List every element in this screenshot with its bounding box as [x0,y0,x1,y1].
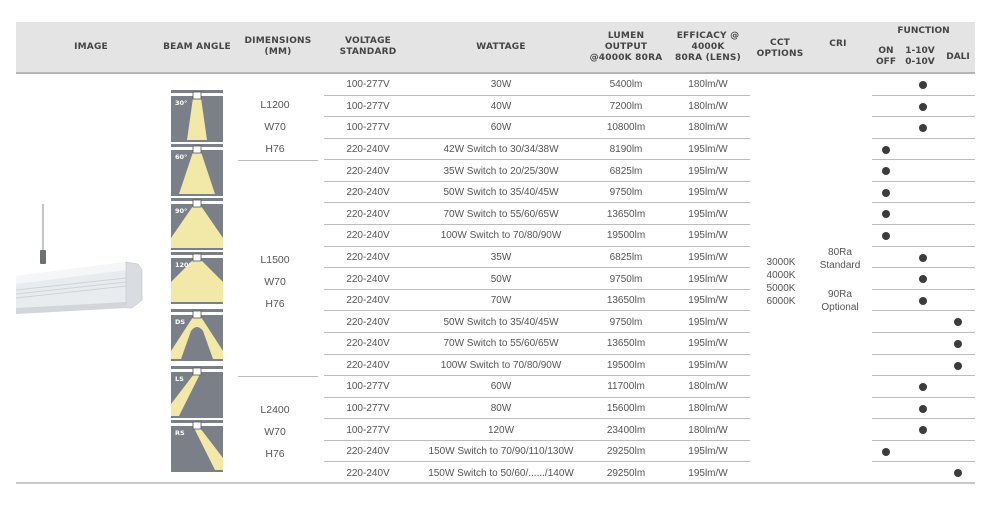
dim3-height: H76 [265,448,285,460]
lumen-cell: 10800lm [606,122,646,134]
voltage-cell: 220-240V [346,273,390,285]
header-lumen-line1: LUMEN [607,30,645,41]
voltage-cell: 220-240V [346,467,390,479]
table-row [16,117,975,139]
dim2-height: H76 [265,298,285,310]
header-cct [750,22,810,72]
cri-standard-label: Standard [819,260,861,271]
voltage-cell: 220-240V [346,187,390,199]
lumen-cell: 13650lm [606,208,646,220]
dim1-width: W70 [264,121,286,133]
header-fn-onoff-line1: ON [878,46,894,56]
table-header [16,22,975,74]
function-dot-onoff [882,210,890,218]
lumen-cell: 19500lm [606,230,646,242]
header-dimensions [238,22,318,72]
beam-label: RS [175,429,185,437]
header-fn-onoff-line2: OFF [876,57,896,67]
voltage-cell: 220-240V [346,165,390,177]
efficacy-cell: 195lm/W [688,187,728,199]
efficacy-cell: 195lm/W [688,230,728,242]
wattage-cell: 30W [490,79,512,91]
function-dot-onoff [882,146,890,154]
lumen-cell: 6825lm [609,251,643,263]
function-dot-onoff [882,232,890,240]
efficacy-cell: 180lm/W [688,79,728,91]
function-dot-onoff [882,189,890,197]
efficacy-cell: 195lm/W [688,144,728,156]
header-beam-angle: BEAM ANGLE [163,41,231,52]
efficacy-cell: 195lm/W [688,208,728,220]
function-dot-dali [954,340,962,348]
dim1-length: L1200 [260,99,290,111]
beam-label: 30° [175,99,188,107]
function-dot-onoff [882,167,890,175]
table-row [16,182,975,204]
efficacy-cell: 195lm/W [688,295,728,307]
function-dot-dali [954,469,962,477]
header-cri: CRI [829,38,847,49]
dim3-length: L2400 [260,404,290,416]
cct-3000k: 3000K [766,257,796,268]
dim3-width: W70 [264,426,286,438]
header-fn-dali: DALI [946,52,970,62]
header-dimensions-line2: (MM) [264,47,292,57]
voltage-cell: 220-240V [346,338,390,350]
beam-label: 60° [175,153,188,161]
table-row [16,247,975,269]
table-row [16,398,975,420]
table-row [16,203,975,225]
wattage-cell: 70W Switch to 55/60/65W [443,338,559,350]
efficacy-cell: 180lm/W [688,381,728,393]
header-image: IMAGE [74,41,108,52]
table-row [16,355,975,377]
voltage-cell: 220-240V [346,446,390,458]
table-row [16,225,975,247]
efficacy-cell: 180lm/W [688,100,728,112]
cct-4000k: 4000K [766,270,796,281]
lumen-cell: 23400lm [606,424,646,436]
cri-standard-value: 80Ra [828,247,852,258]
lumen-cell: 29250lm [606,467,646,479]
efficacy-cell: 180lm/W [688,424,728,436]
function-dot-dim [919,124,927,132]
voltage-cell: 100-277V [346,100,390,112]
voltage-cell: 100-277V [346,122,390,134]
lumen-cell: 6825lm [609,165,643,177]
table-row [16,160,975,182]
voltage-cell: 220-240V [346,251,390,263]
table-row [16,376,975,398]
wattage-cell: 60W [490,122,512,134]
wattage-cell: 100W Switch to 70/80/90W [440,230,562,242]
efficacy-cell: 180lm/W [688,122,728,134]
efficacy-cell: 180lm/W [688,402,728,414]
header-function: FUNCTION [897,26,950,36]
efficacy-cell: 195lm/W [688,338,728,350]
function-dot-dim [919,383,927,391]
header-cct-line2: OPTIONS [756,49,804,59]
lumen-cell: 9750lm [609,273,643,285]
table-row [16,96,975,118]
voltage-cell: 100-277V [346,402,390,414]
table-body [16,74,975,484]
function-dot-dim [919,297,927,305]
voltage-cell: 100-277V [346,79,390,91]
spec-table [16,22,975,484]
function-dot-dim [919,275,927,283]
efficacy-cell: 195lm/W [688,446,728,458]
header-voltage-line2: STANDARD [339,47,397,57]
function-dot-onoff [882,448,890,456]
lumen-cell: 8190lm [609,144,643,156]
table-row [16,419,975,441]
lumen-cell: 15600lm [606,402,646,414]
header-fn-dim-line2: 0-10V [905,57,935,67]
header-dimensions-line1: DIMENSIONS [244,36,312,46]
header-cct-line1: CCT [770,38,790,48]
wattage-cell: 50W [490,273,512,285]
voltage-cell: 100-277V [346,381,390,393]
efficacy-cell: 195lm/W [688,165,728,177]
table-row [16,290,975,312]
header-efficacy [666,22,750,72]
efficacy-cell: 195lm/W [688,316,728,328]
header-efficacy-line2: 4000K [691,41,725,52]
efficacy-cell: 195lm/W [688,359,728,371]
table-row [16,139,975,161]
wattage-cell: 40W [490,100,512,112]
voltage-cell: 220-240V [346,230,390,242]
header-fn-dim [903,46,937,68]
lumen-cell: 29250lm [606,446,646,458]
header-voltage [324,22,412,72]
cct-5000k: 5000K [766,283,796,294]
voltage-cell: 220-240V [346,144,390,156]
lumen-cell: 9750lm [609,187,643,199]
header-lumen-line3: @4000K 80RA [589,52,663,63]
lumen-cell: 11700lm [607,381,645,393]
table-row [16,311,975,333]
wattage-cell: 70W Switch to 55/60/65W [443,208,559,220]
cct-6000k: 6000K [766,296,796,307]
wattage-cell: 50W Switch to 35/40/45W [443,316,559,328]
table-row [16,333,975,355]
header-efficacy-line3: 80RA (LENS) [675,52,741,63]
wattage-cell: 120W [487,424,515,436]
wattage-cell: 50W Switch to 35/40/45W [443,187,559,199]
cri-optional-label: Optional [821,302,859,313]
voltage-cell: 220-240V [346,359,390,371]
table-row [16,74,975,96]
lumen-cell: 7200lm [609,100,643,112]
function-dot-dim [919,103,927,111]
function-dot-dim [919,426,927,434]
function-dot-dim [919,254,927,262]
wattage-cell: 150W Switch to 70/90/110/130W [428,446,574,458]
table-row [16,462,975,484]
voltage-cell: 220-240V [346,316,390,328]
efficacy-cell: 195lm/W [688,251,728,263]
beam-label: 90° [175,207,188,215]
header-fn-onoff [874,46,898,68]
function-dot-dali [954,318,962,326]
beam-label: DS [175,318,186,326]
header-fn-dim-line1: 1-10V [905,46,935,56]
function-dot-dim [919,405,927,413]
dim2-length: L1500 [260,254,290,266]
header-wattage: WATTAGE [476,41,526,52]
lumen-cell: 13650lm [606,295,646,307]
header-voltage-line1: VOLTAGE [344,36,392,46]
wattage-cell: 150W Switch to 50/60/....../140W [428,467,574,479]
wattage-cell: 100W Switch to 70/80/90W [440,359,562,371]
beam-label: LS [175,375,184,383]
dim2-width: W70 [264,276,286,288]
dim1-height: H76 [265,143,285,155]
voltage-cell: 100-277V [346,424,390,436]
wattage-cell: 60W [490,381,512,393]
wattage-cell: 42W Switch to 30/34/38W [443,144,559,156]
wattage-cell: 35W Switch to 20/25/30W [443,165,559,177]
voltage-cell: 220-240V [346,208,390,220]
header-efficacy-line1: EFFICACY @ [676,30,740,41]
wattage-cell: 70W [490,295,512,307]
function-dot-dim [919,81,927,89]
efficacy-cell: 195lm/W [688,467,728,479]
table-row [16,441,975,463]
lumen-cell: 19500lm [606,359,646,371]
header-lumen-line2: OUTPUT [604,41,648,52]
function-dot-dali [954,362,962,370]
wattage-cell: 80W [490,402,512,414]
lumen-cell: 9750lm [609,316,643,328]
efficacy-cell: 195lm/W [688,273,728,285]
voltage-cell: 220-240V [346,295,390,307]
wattage-cell: 35W [490,251,512,263]
cri-optional-value: 90Ra [828,289,852,300]
lumen-cell: 5400lm [609,79,643,91]
beam-label: 120° [175,261,192,269]
table-row [16,268,975,290]
header-lumen [586,22,666,72]
lumen-cell: 13650lm [606,338,646,350]
